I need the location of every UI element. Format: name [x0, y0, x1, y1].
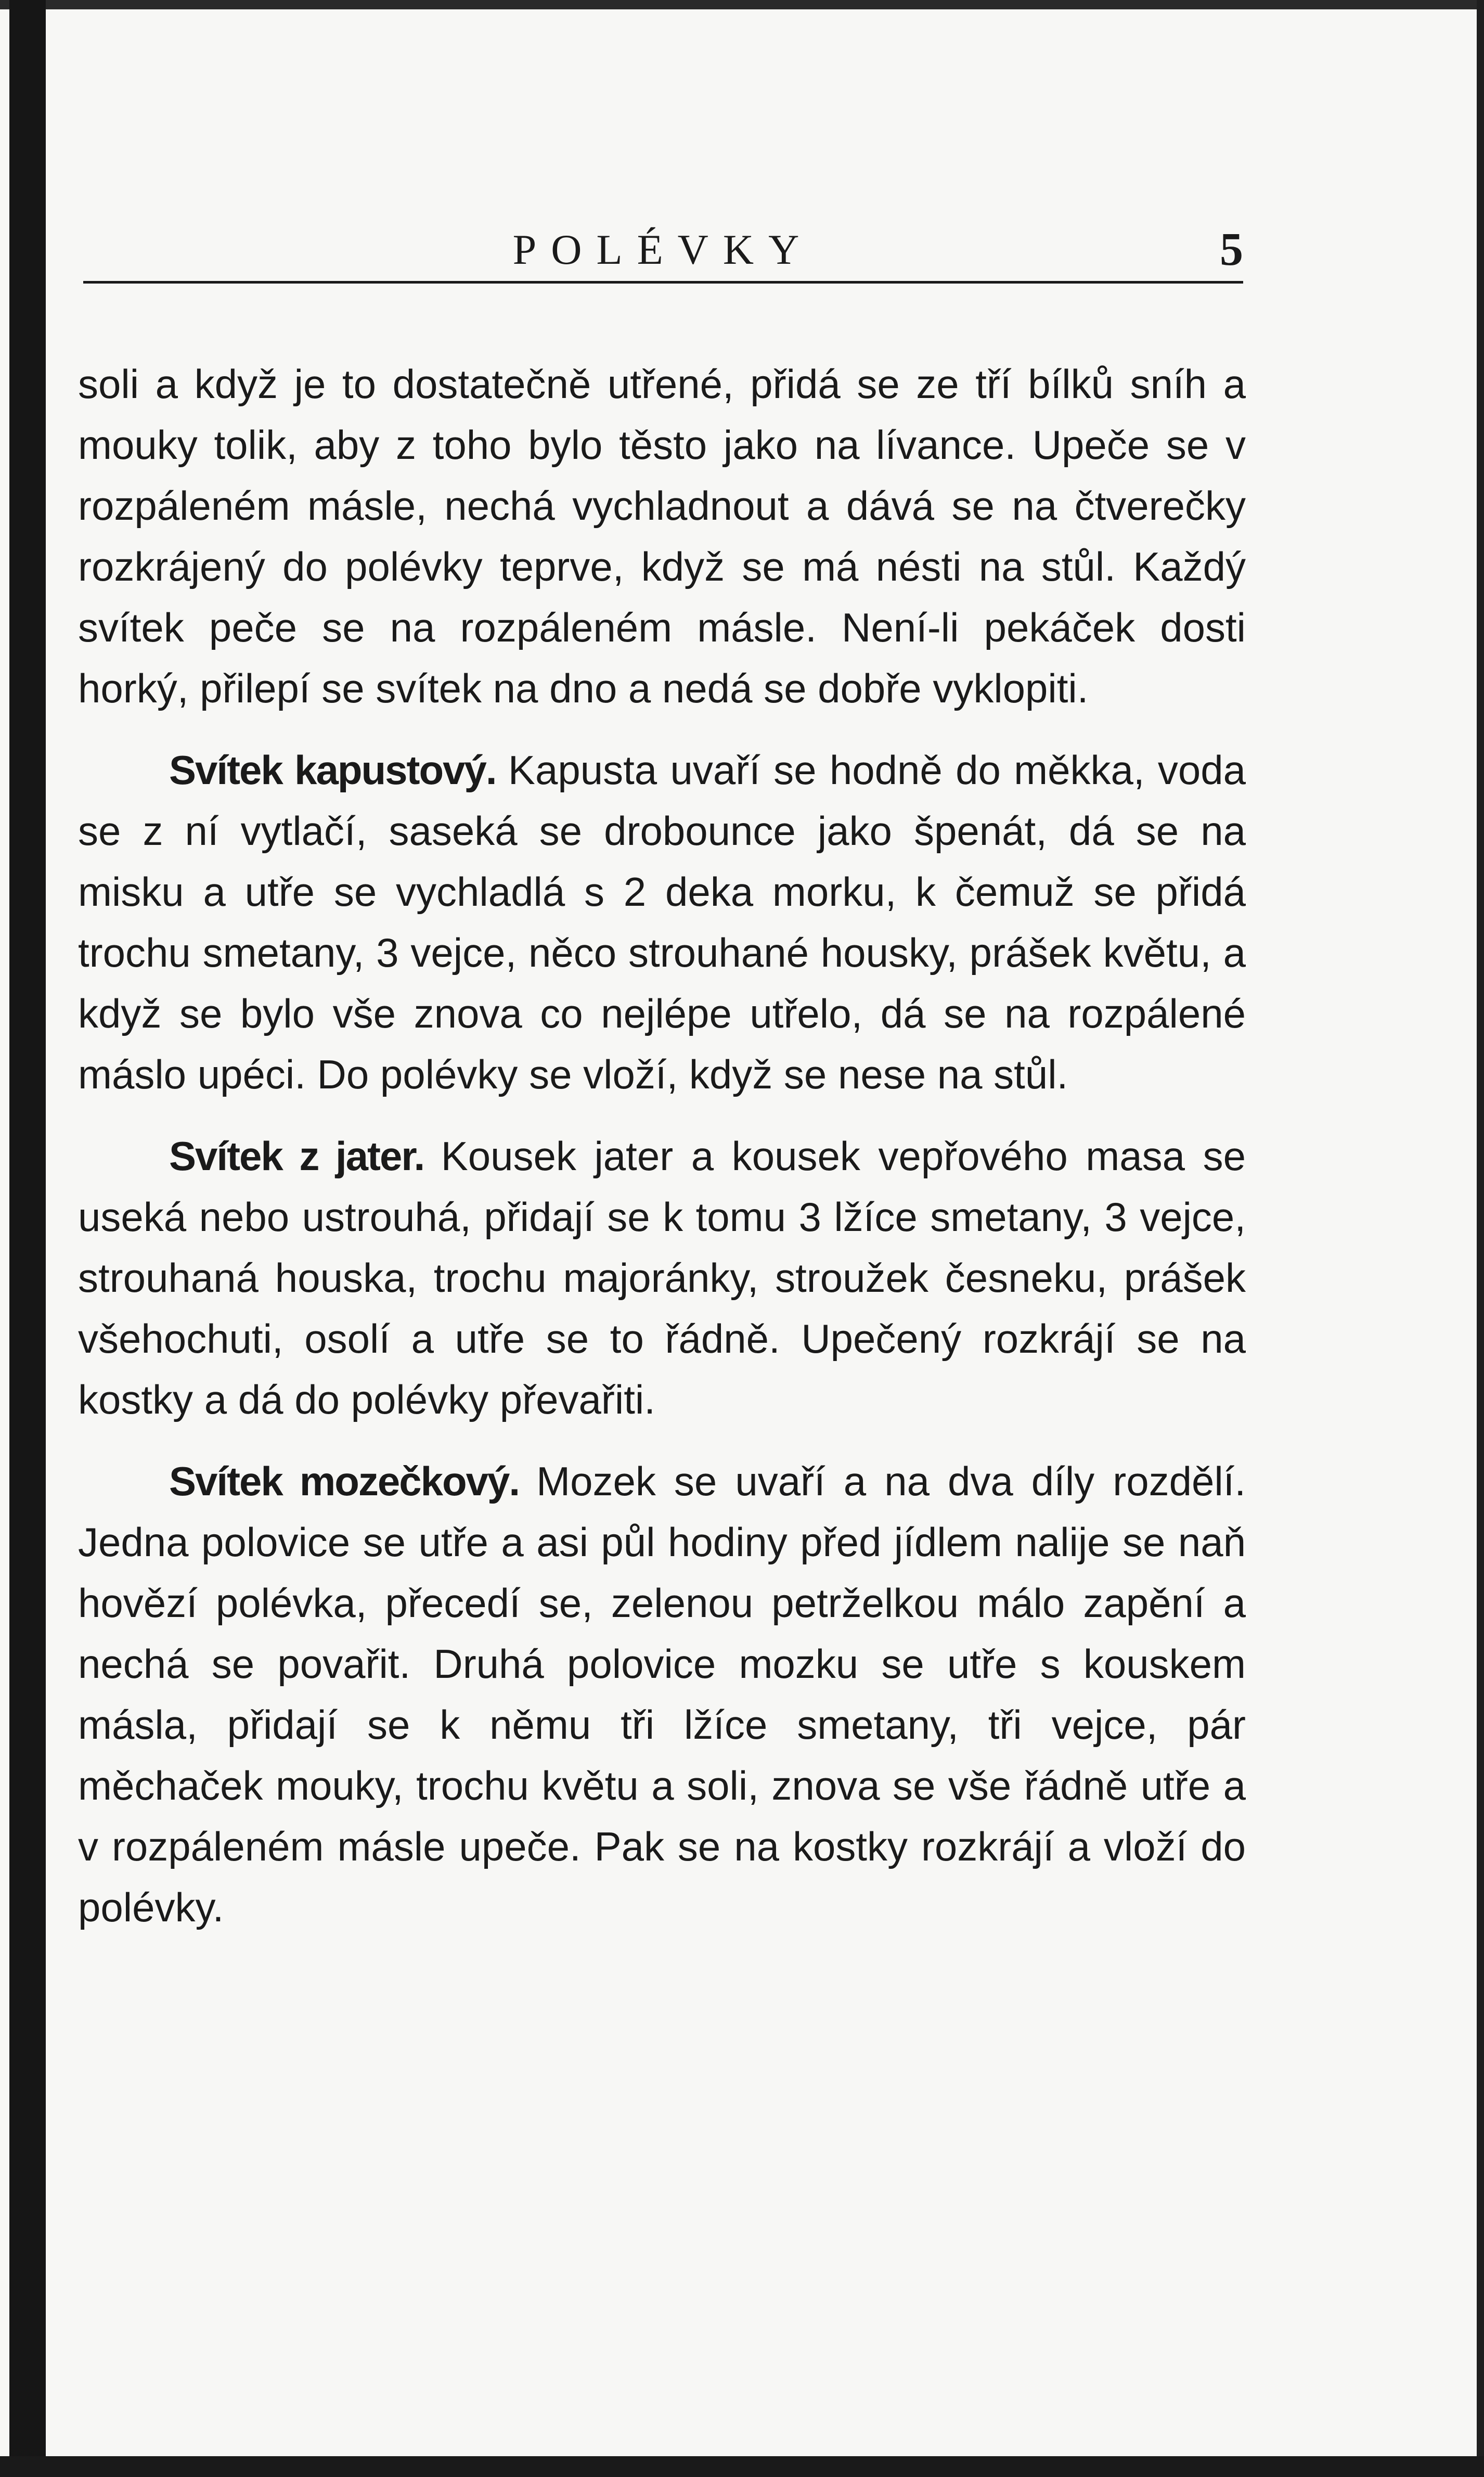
scan-edge-right	[1477, 0, 1484, 2477]
scan-edge-top	[0, 0, 1484, 9]
paragraph-text: soli a když je to dostatečně utřené, přidá se ze tří bílků sníh a mouky tolik, aby z toho bylo těsto jako na lívance. Upeče se v rozpáleném másle, nechá vychladnout a dává se na čtverečky rozkrájený do polévky teprve, když se má nésti na stůl. Každý svítek peče se na rozpáleném másle. Není-li pekáček dosti horký, přilepí se svítek na dno a nedá se dobře vyklopiti.	[78, 361, 1246, 711]
recipe-heading: Svítek mozečkový.	[169, 1458, 537, 1504]
paragraph-text: Kapusta uvaří se hodně do měkka, voda se z ní vytlačí, saseká se drobounce jako špenát, dá se na misku a utře se vychladlá s 2 deka morku, k čemuž se přidá trochu smetany, 3 vejce, něco strouhané housky, prášek květu, a když se bylo vše znova co nejlépe utřelo, dá se na rozpálené máslo upéci. Do polévky se vloží, když se nese na stůl.	[78, 747, 1246, 1097]
page-number: 5	[1220, 224, 1243, 275]
running-title: POLÉVKY	[512, 226, 814, 273]
paragraph-text: Mozek se uvaří a na dva díly rozdělí. Jedna polovice se utře a asi půl hodiny před jídlem nalije se naň hovězí polévka, přecedí se, zelenou petrželkou málo zapění a nechá se povařit. Druhá polovice mozku se utře s kouskem másla, přidají se k němu tři lžíce smetany, tři vejce, pár měchaček mouky, trochu květu a soli, znova se vše řádně utře a v rozpáleném másle upeče. Pak se na kostky rozkrájí a vloží do polévky.	[78, 1458, 1246, 1930]
recipe-svitek-mozeckovy	[78, 1451, 1246, 1938]
recipe-svitek-kapustovy	[78, 740, 1246, 1105]
paragraph-continuation	[78, 354, 1246, 719]
recipe-heading: Svítek kapustový.	[169, 747, 508, 793]
page-header	[83, 224, 1243, 284]
scan-edge-bottom	[0, 2456, 1484, 2477]
scan-edge-left	[9, 0, 46, 2477]
body-text	[78, 354, 1246, 1938]
recipe-heading: Svítek z jater.	[169, 1133, 441, 1179]
recipe-svitek-z-jater	[78, 1126, 1246, 1430]
paragraph-text: Kousek jater a kousek vepřového masa se useká nebo ustrouhá, přidají se k tomu 3 lžíce smetany, 3 vejce, strouhaná houska, trochu majoránky, stroužek česneku, prášek všehochuti, osolí a utře se to řádně. Upečený rozkrájí se na kostky a dá do polévky převařiti.	[78, 1133, 1246, 1422]
